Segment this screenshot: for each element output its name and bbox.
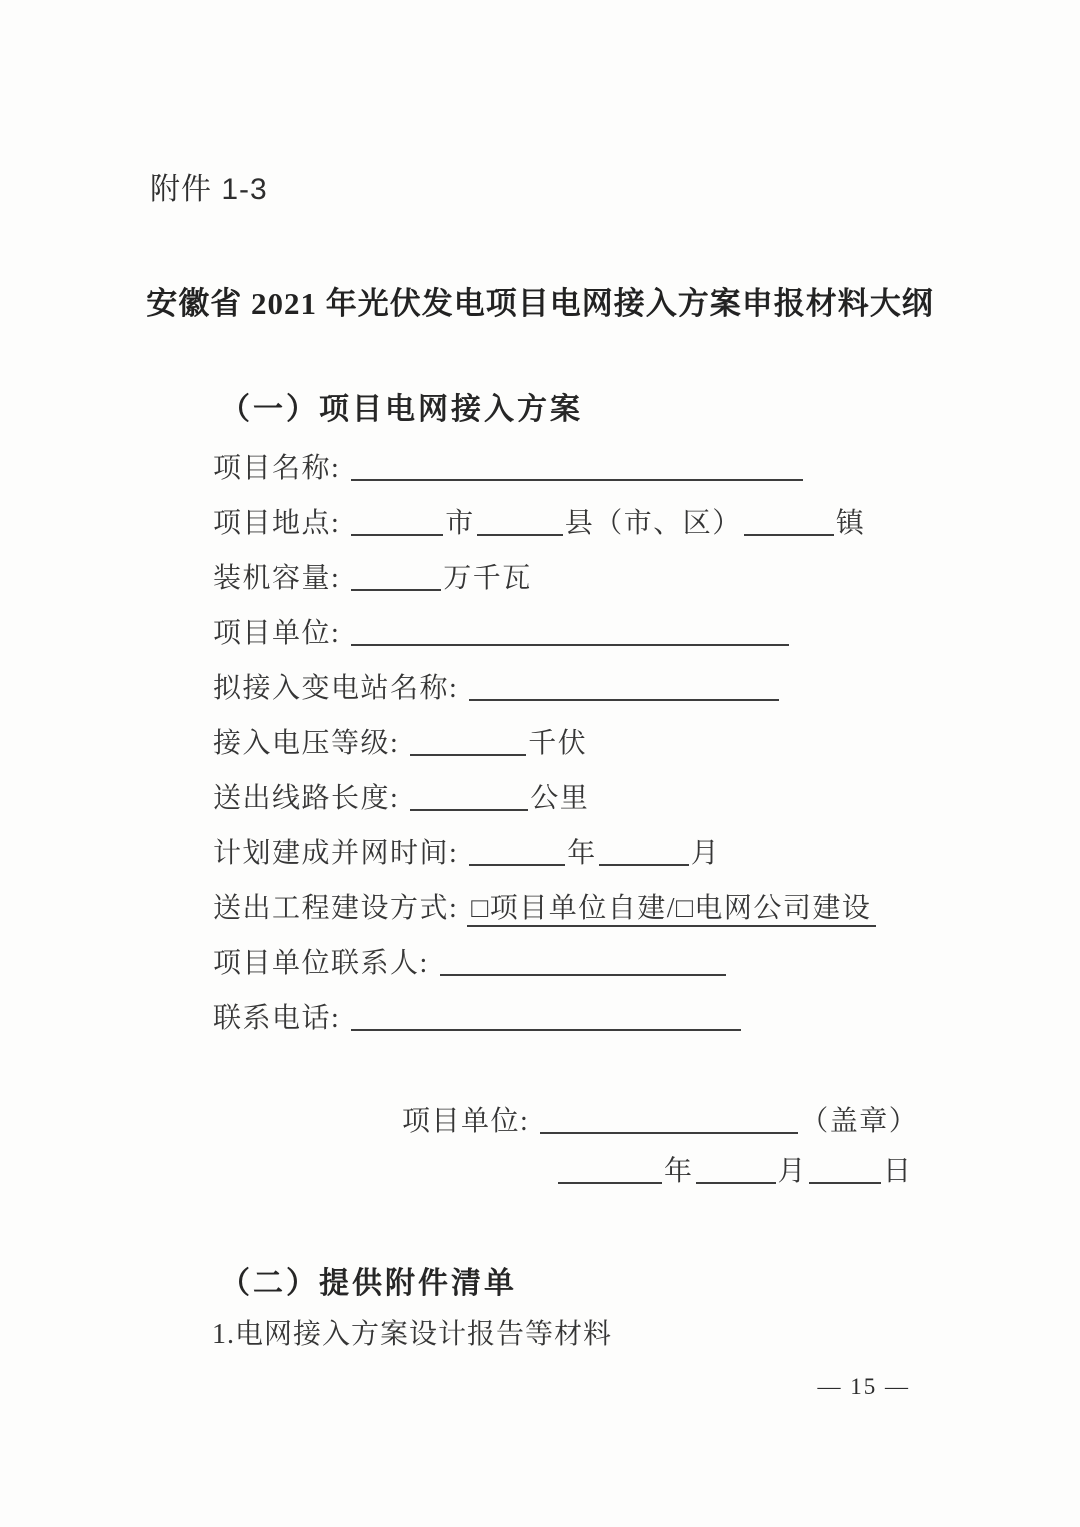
attachment-label: 附件 1-3	[150, 173, 268, 206]
field-line-length	[213, 771, 876, 826]
page-number: — 15 —	[817, 1374, 910, 1399]
contact-phone-label: 联系电话:	[213, 1003, 341, 1034]
installed-capacity-label: 装机容量:	[213, 563, 341, 594]
field-project-location	[213, 496, 876, 551]
form-fields	[213, 441, 876, 1046]
substation-name-blank	[469, 699, 779, 701]
line-length-label: 送出线路长度:	[213, 783, 400, 814]
field-project-unit	[213, 606, 876, 661]
line-length-unit: 公里	[530, 783, 590, 814]
location-county-unit: 县（市、区）	[564, 508, 742, 539]
field-completion-time	[213, 826, 876, 881]
seal-label: （盖章）	[800, 1106, 919, 1137]
date-month-blank	[696, 1182, 776, 1184]
installed-capacity-unit: 万千瓦	[443, 563, 532, 594]
section-1-heading: （一）项目电网接入方案	[220, 393, 583, 426]
location-county-blank	[477, 534, 563, 536]
signature-unit-label: 项目单位:	[402, 1106, 530, 1137]
field-contact-person	[213, 936, 876, 991]
date-day-blank	[809, 1182, 881, 1184]
project-unit-label: 项目单位:	[213, 618, 341, 649]
installed-capacity-blank	[351, 589, 441, 591]
substation-name-label: 拟接入变电站名称:	[213, 673, 459, 704]
location-city-blank	[351, 534, 443, 536]
signature-unit-blank	[540, 1132, 798, 1134]
field-project-name	[213, 441, 876, 496]
date-year-blank	[558, 1182, 662, 1184]
project-unit-blank	[351, 644, 789, 646]
completion-month-unit: 月	[690, 838, 721, 869]
completion-year-blank	[469, 864, 565, 866]
field-construction-mode	[213, 881, 876, 936]
location-town-unit: 镇	[835, 508, 866, 539]
date-day-label: 日	[883, 1156, 913, 1187]
project-name-label: 项目名称:	[213, 453, 341, 484]
date-year-label: 年	[664, 1156, 694, 1187]
contact-person-blank	[440, 974, 726, 976]
signature-date-line	[556, 1144, 913, 1199]
date-month-label: 月	[777, 1156, 808, 1187]
attachment-list-item-1: 1.电网接入方案设计报告等材料	[212, 1319, 613, 1350]
completion-year-unit: 年	[567, 838, 597, 869]
construction-mode-label: 送出工程建设方式:	[213, 893, 459, 924]
construction-mode-options: □项目单位自建/□电网公司建设	[467, 893, 876, 927]
completion-time-label: 计划建成并网时间:	[213, 838, 459, 869]
field-contact-phone	[213, 991, 876, 1046]
location-town-blank	[744, 534, 834, 536]
contact-phone-blank	[351, 1029, 741, 1031]
signature-line	[402, 1094, 918, 1149]
project-name-blank	[351, 479, 803, 481]
line-length-blank	[410, 809, 528, 811]
completion-month-blank	[599, 864, 689, 866]
project-location-label: 项目地点:	[213, 508, 341, 539]
location-city-unit: 市	[445, 508, 475, 539]
field-substation-name	[213, 661, 876, 716]
contact-person-label: 项目单位联系人:	[213, 948, 429, 979]
section-2-heading: （二）提供附件清单	[220, 1267, 517, 1300]
field-voltage-level	[213, 716, 876, 771]
field-installed-capacity	[213, 551, 876, 606]
voltage-level-label: 接入电压等级:	[213, 728, 400, 759]
document-title: 安徽省 2021 年光伏发电项目电网接入方案申报材料大纲	[146, 286, 934, 321]
voltage-level-unit: 千伏	[528, 728, 588, 759]
voltage-level-blank	[410, 754, 526, 756]
